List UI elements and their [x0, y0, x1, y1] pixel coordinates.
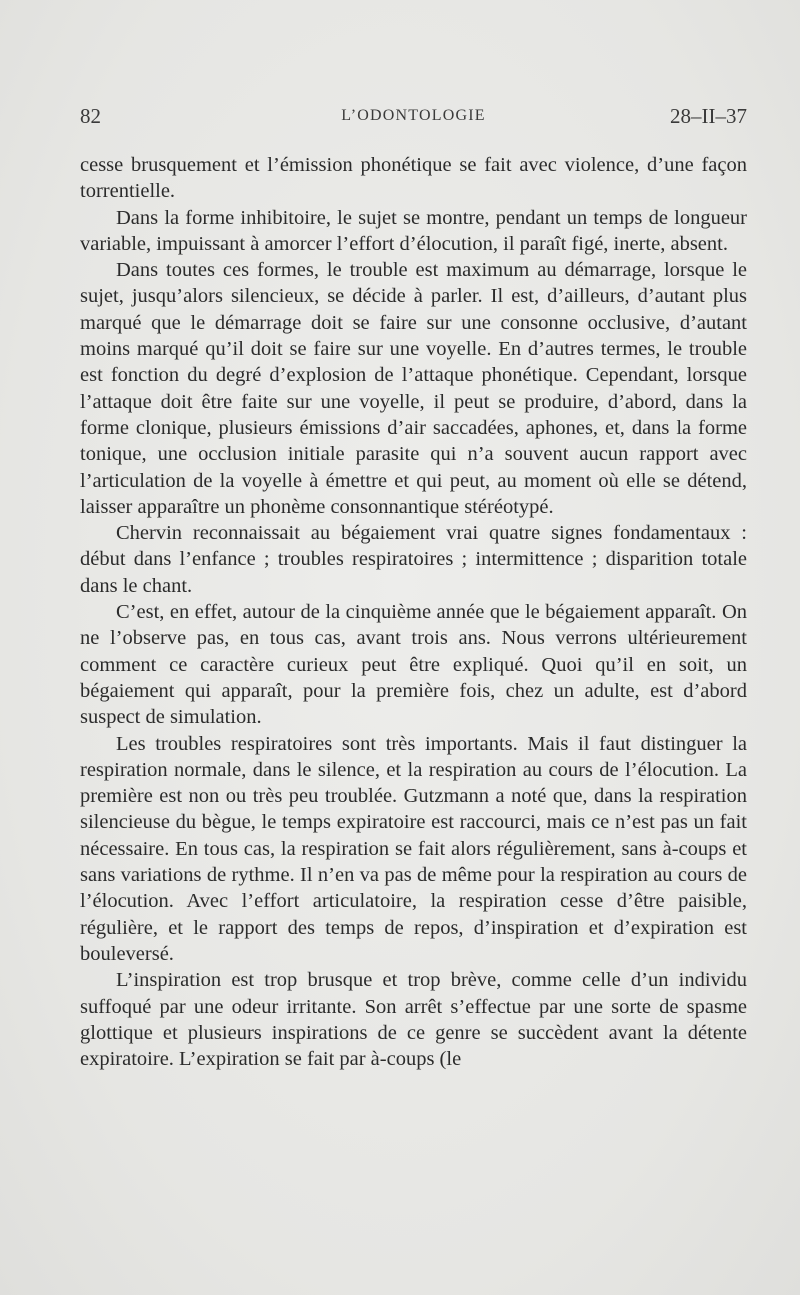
paragraph: C’est, en effet, autour de la cinquième année que le bégaiement apparaît. On ne l’observe pas, en tous cas, avant trois ans. Nous verrons ultérieurement comment ce caractère curieux peut être expliqué. Quoi qu’il en soit, un bégaiement qui apparaît, pour la première fois, chez un adulte, est d’abord suspect de simulation.	[80, 601, 747, 729]
journal-title: L’ODONTOLOGIE	[341, 107, 486, 124]
paragraph: Chervin reconnaissait au bégaiement vrai quatre signes fondamentaux : début dans l’enfance ; troubles respiratoires ; intermittence ; disparition totale dans le chant.	[80, 522, 747, 597]
paragraph: Les troubles respiratoires sont très importants. Mais il faut distinguer la respiration normale, dans le silence, et la respiration au cours de l’élocution. La première est non ou très peu troublée. Gutzmann a noté que, dans la respiration silencieuse du bègue, le temps expiratoire est raccourci, mais ce n’est pas un fait nécessaire. En tous cas, la respiration se fait alors régulièrement, sans à-coups et sans variations de rythme. Il n’en va pas de même pour la respiration au cours de l’élocution. Avec l’effort articulatoire, la respiration cesse d’être paisible, régulière, et le rapport des temps de repos, d’inspiration et d’expiration est bouleversé.	[80, 732, 747, 965]
running-header	[80, 104, 747, 134]
body-text	[80, 152, 747, 1072]
paragraph: cesse brusquement et l’émission phonétique se fait avec violence, d’une façon torrentielle.	[80, 154, 747, 203]
paragraph: Dans toutes ces formes, le trouble est maximum au démarrage, lorsque le sujet, jusqu’alors silencieux, se décide à parler. Il est, d’ailleurs, d’autant plus marqué que le démarrage doit se faire sur une consonne occlusive, d’autant moins marqué qu’il doit se faire sur une voyelle. En d’autres termes, le trouble est fonction du degré d’explosion de l’attaque phonétique. Cependant, lorsque l’attaque doit être faite sur une voyelle, il peut se produire, d’abord, dans la forme clonique, plusieurs émissions d’air saccadées, aphones, et, dans la forme tonique, une occlusion initiale parasite qui n’a souvent aucun rapport avec l’articulation de la voyelle à émettre et qui peut, au moment où elle se détend, laisser apparaître un phonème consonnantique stéréotypé.	[80, 259, 747, 518]
page-number: 82	[80, 104, 101, 128]
paragraph: L’inspiration est trop brusque et trop brève, comme celle d’un individu suffoqué par une odeur irritante. Son arrêt s’effectue par une sorte de spasme glottique et plusieurs inspirations de ce genre se succèdent avant la détente expiratoire. L’expiration se fait par à-coups (le	[80, 969, 747, 1071]
paragraph: Dans la forme inhibitoire, le sujet se montre, pendant un temps de longueur variable, impuissant à amorcer l’effort d’élocution, il paraît figé, inerte, absent.	[80, 206, 747, 255]
issue-date: 28–II–37	[670, 104, 747, 128]
